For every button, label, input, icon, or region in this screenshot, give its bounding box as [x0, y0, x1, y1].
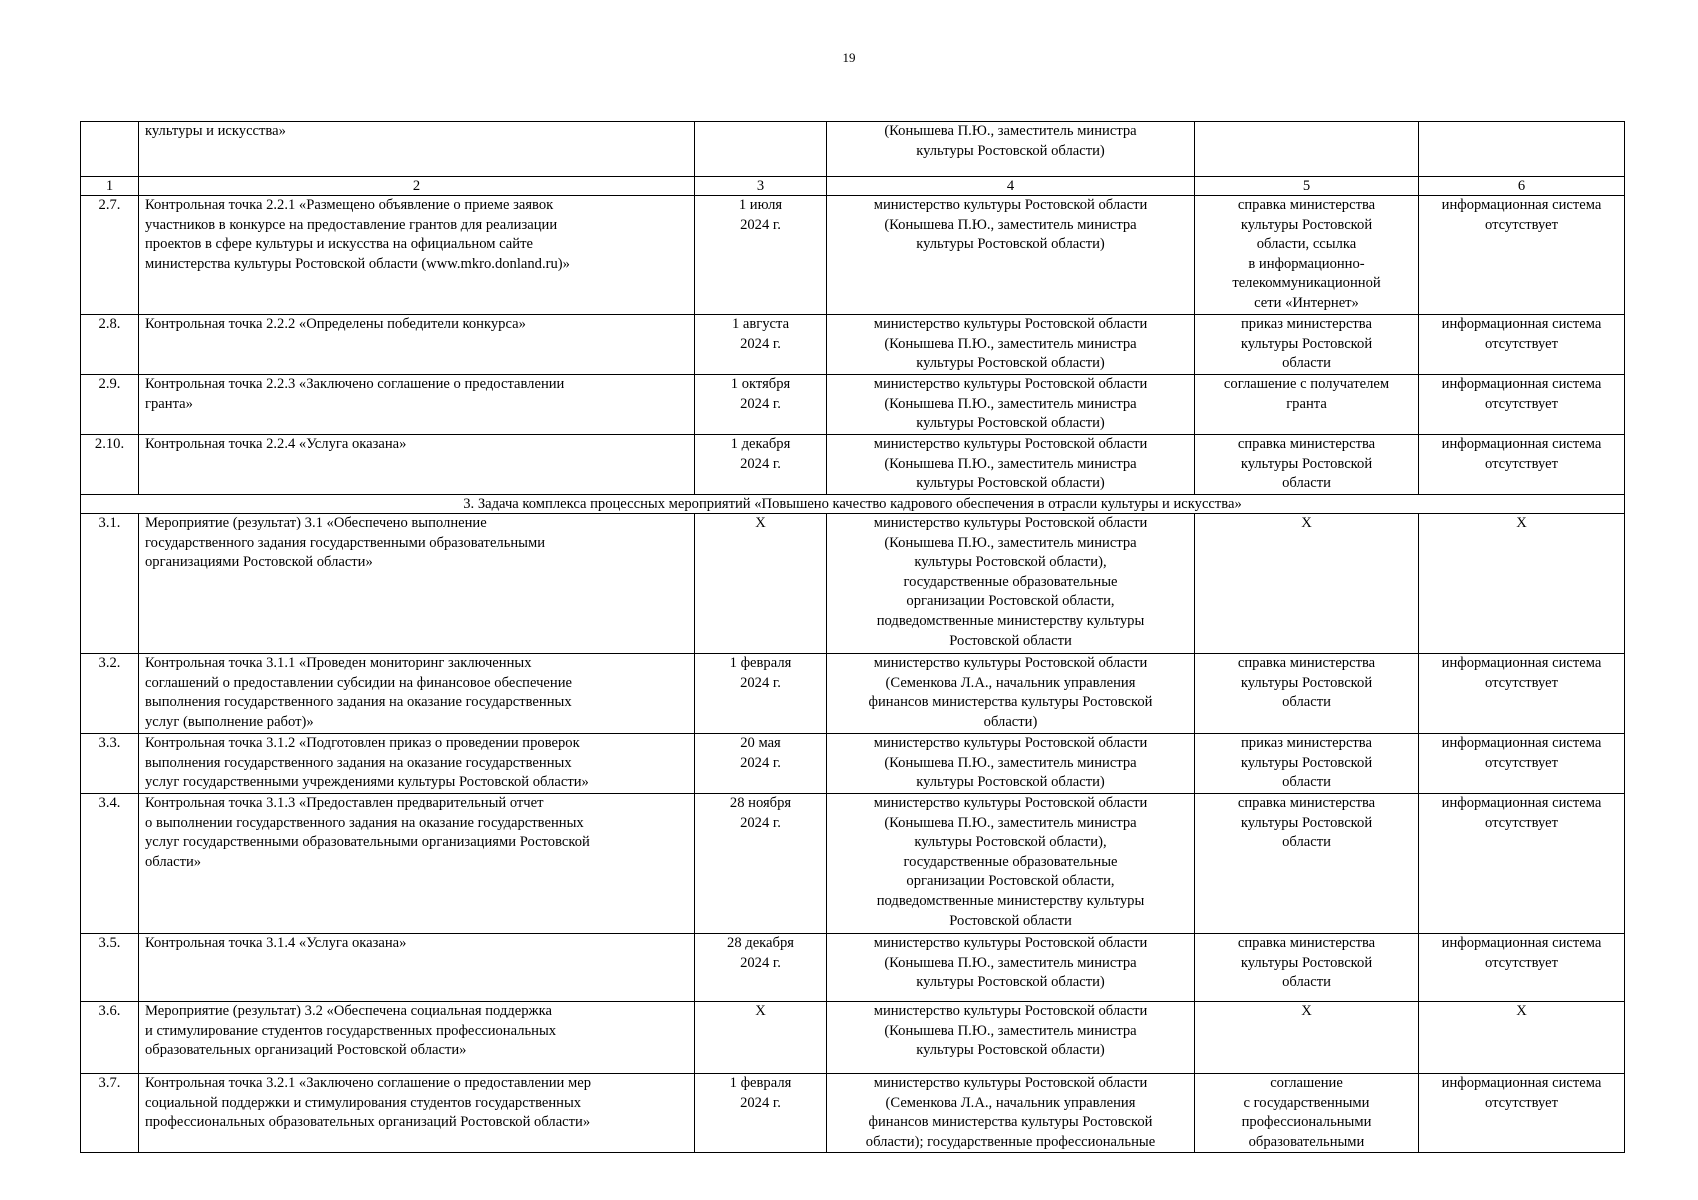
row-responsible: министерство культуры Ростовской области (Семенкова Л.А., начальник управления финансов министерства культуры Ростовской области); государственные профессиональные [827, 1074, 1195, 1153]
rows-before-section [81, 196, 1625, 495]
row-document: справка министерства культуры Ростовской области [1195, 654, 1419, 734]
row-info-system: информационная система отсутствует [1419, 654, 1625, 734]
row-responsible: (Конышева П.Ю., заместитель министра культуры Ростовской области) [827, 122, 1195, 177]
row-responsible: министерство культуры Ростовской области (Конышева П.Ю., заместитель министра культуры Ростовской области) [827, 196, 1195, 315]
row-date: 20 мая 2024 г. [695, 734, 827, 794]
row-date: 1 октября 2024 г. [695, 375, 827, 435]
row-document: приказ министерства культуры Ростовской области [1195, 734, 1419, 794]
table-row [81, 435, 1625, 495]
row-responsible: министерство культуры Ростовской области (Семенкова Л.А., начальник управления финансов министерства культуры Ростовской области) [827, 654, 1195, 734]
row-name: Контрольная точка 3.1.2 «Подготовлен приказ о проведении проверок выполнения государственного задания на оказание государственных услуг государственными учреждениями культуры Ростовской области» [139, 734, 695, 794]
row-responsible: министерство культуры Ростовской области (Конышева П.Ю., заместитель министра культуры Ростовской области) [827, 934, 1195, 1002]
column-number-row [81, 177, 1625, 196]
table-row [81, 315, 1625, 375]
row-date: 1 июля 2024 г. [695, 196, 827, 315]
section-heading: 3. Задача комплекса процессных мероприятий «Повышено качество кадрового обеспечения в отрасли культуры и искусства» [81, 495, 1625, 514]
row-number: 3.3. [81, 734, 139, 794]
row-name: Контрольная точка 3.1.1 «Проведен мониторинг заключенных соглашений о предоставлении субсидии на финансовое обеспечение выполнения государственного задания на оказание государственных услуг (выполнение работ)» [139, 654, 695, 734]
row-info-system: информационная система отсутствует [1419, 315, 1625, 375]
row-info-system: информационная система отсутствует [1419, 934, 1625, 1002]
row-date: 1 августа 2024 г. [695, 315, 827, 375]
row-number: 2.10. [81, 435, 139, 495]
table-row [81, 514, 1625, 654]
row-number: 2.9. [81, 375, 139, 435]
row-responsible: министерство культуры Ростовской области (Конышева П.Ю., заместитель министра культуры Ростовской области) [827, 315, 1195, 375]
row-number: 2.8. [81, 315, 139, 375]
section-heading-row [81, 495, 1625, 514]
row-date: 1 декабря 2024 г. [695, 435, 827, 495]
row-responsible: министерство культуры Ростовской области (Конышева П.Ю., заместитель министра культуры Ростовской области) [827, 375, 1195, 435]
column-number: 1 [81, 177, 139, 196]
row-number: 3.5. [81, 934, 139, 1002]
table-row [81, 1074, 1625, 1153]
row-name: Контрольная точка 3.2.1 «Заключено соглашение о предоставлении мер социальной поддержки и стимулирования студентов государственных профессиональных образовательных организаций Ростовской области» [139, 1074, 695, 1153]
row-name: Контрольная точка 2.2.2 «Определены победители конкурса» [139, 315, 695, 375]
table-row [81, 122, 1625, 177]
row-name: Контрольная точка 3.1.4 «Услуга оказана» [139, 934, 695, 1002]
row-responsible: министерство культуры Ростовской области (Конышева П.Ю., заместитель министра культуры Ростовской области), государственные образовательные организации Ростовской области, подведомственные министерству культуры Ростовской области [827, 514, 1195, 654]
rows-after-section [81, 514, 1625, 1153]
row-document: справка министерства культуры Ростовской области [1195, 934, 1419, 1002]
row-date [695, 122, 827, 177]
row-responsible: министерство культуры Ростовской области (Конышева П.Ю., заместитель министра культуры Ростовской области) [827, 1002, 1195, 1074]
row-responsible: министерство культуры Ростовской области (Конышева П.Ю., заместитель министра культуры Ростовской области) [827, 435, 1195, 495]
row-name: Контрольная точка 3.1.3 «Предоставлен предварительный отчет о выполнении государственного задания на оказание государственных услуг государственными образовательными организациями Ростовской области» [139, 794, 695, 934]
row-info-system: Х [1419, 514, 1625, 654]
column-number: 2 [139, 177, 695, 196]
row-info-system: информационная система отсутствует [1419, 375, 1625, 435]
row-date: 28 ноября 2024 г. [695, 794, 827, 934]
row-number: 3.7. [81, 1074, 139, 1153]
table-row [81, 375, 1625, 435]
row-info-system: информационная система отсутствует [1419, 1074, 1625, 1153]
column-number: 5 [1195, 177, 1419, 196]
row-name: Контрольная точка 2.2.3 «Заключено соглашение о предоставлении гранта» [139, 375, 695, 435]
row-number: 3.1. [81, 514, 139, 654]
table-row [81, 1002, 1625, 1074]
page-number: 19 [842, 50, 856, 65]
row-name: Мероприятие (результат) 3.1 «Обеспечено выполнение государственного задания государственными образовательными организациями Ростовской области» [139, 514, 695, 654]
row-date: 1 февраля 2024 г. [695, 654, 827, 734]
table-row [81, 794, 1625, 934]
row-number: 2.7. [81, 196, 139, 315]
row-responsible: министерство культуры Ростовской области (Конышева П.Ю., заместитель министра культуры Ростовской области), государственные образовательные организации Ростовской области, подведомственные министерству культуры Ростовской области [827, 794, 1195, 934]
row-number: 3.2. [81, 654, 139, 734]
row-info-system: информационная система отсутствует [1419, 734, 1625, 794]
column-number: 3 [695, 177, 827, 196]
table-row [81, 654, 1625, 734]
row-name: Контрольная точка 2.2.4 «Услуга оказана» [139, 435, 695, 495]
row-document: справка министерства культуры Ростовской области [1195, 794, 1419, 934]
row-info-system: Х [1419, 1002, 1625, 1074]
row-document: справка министерства культуры Ростовской области [1195, 435, 1419, 495]
row-date: Х [695, 1002, 827, 1074]
row-date: Х [695, 514, 827, 654]
table-row [81, 734, 1625, 794]
row-number: 3.6. [81, 1002, 139, 1074]
row-document: Х [1195, 1002, 1419, 1074]
row-document: соглашение с получателем гранта [1195, 375, 1419, 435]
table-row [81, 196, 1625, 315]
row-number: 3.4. [81, 794, 139, 934]
row-number [81, 122, 139, 177]
row-name: Контрольная точка 2.2.1 «Размещено объявление о приеме заявок участников в конкурсе на предоставление грантов для реализации проектов в сфере культуры и искусства на официальном сайте министерства культуры Ростовской области (www.mkro.donland.ru)» [139, 196, 695, 315]
control-points-table [80, 121, 1625, 1153]
row-document [1195, 122, 1419, 177]
column-number: 4 [827, 177, 1195, 196]
row-document: приказ министерства культуры Ростовской области [1195, 315, 1419, 375]
row-name: Мероприятие (результат) 3.2 «Обеспечена социальная поддержка и стимулирование студентов государственных профессиональных образовательных организаций Ростовской области» [139, 1002, 695, 1074]
row-document: справка министерства культуры Ростовской области, ссылка в информационно- телекоммуникационной сети «Интернет» [1195, 196, 1419, 315]
row-document: соглашение с государственными профессиональными образовательными [1195, 1074, 1419, 1153]
row-info-system [1419, 122, 1625, 177]
row-date: 1 февраля 2024 г. [695, 1074, 827, 1153]
row-info-system: информационная система отсутствует [1419, 435, 1625, 495]
column-number: 6 [1419, 177, 1625, 196]
row-info-system: информационная система отсутствует [1419, 196, 1625, 315]
row-document: Х [1195, 514, 1419, 654]
row-date: 28 декабря 2024 г. [695, 934, 827, 1002]
row-responsible: министерство культуры Ростовской области (Конышева П.Ю., заместитель министра культуры Ростовской области) [827, 734, 1195, 794]
row-name: культуры и искусства» [139, 122, 695, 177]
row-info-system: информационная система отсутствует [1419, 794, 1625, 934]
table-row [81, 934, 1625, 1002]
